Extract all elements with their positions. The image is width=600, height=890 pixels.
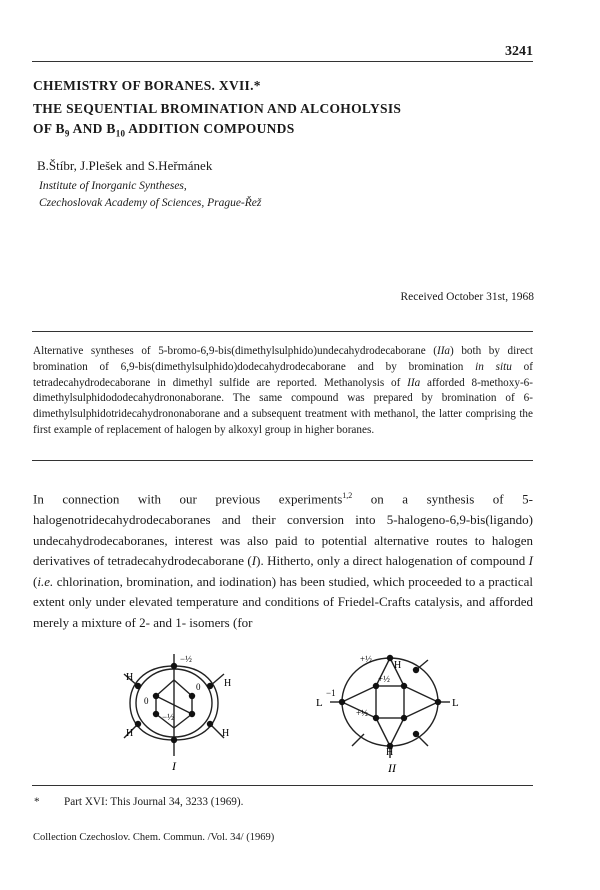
body-text: (: [33, 573, 38, 589]
journal-footer: Collection Czechoslov. Chem. Commun. /Vol. 34/ (1969): [33, 832, 275, 843]
boron-atom: [153, 711, 159, 717]
cage-bond: [174, 680, 192, 696]
body-text: chlorination, bromination, and iodination) has been studied, which proceeded to a practical extent only under elevated temperature and conditions of Friedel-Crafts catalysis, and afforded merely a mixture of 2- and 1- isomers (for: [33, 573, 533, 630]
boron-atom: [413, 731, 419, 737]
boron-atom: [135, 683, 141, 689]
abstract-bottom-rule: [32, 460, 533, 461]
abstract-italic: in situ: [475, 360, 512, 373]
structure-figure-1: [110, 648, 260, 773]
institution: [37, 178, 261, 212]
title-line-2: [33, 119, 513, 144]
abstract-text: of tetradecahydrodecaborane in dimethyl sulfide are reported. Methanolysis of: [33, 360, 533, 389]
charge-label: −½: [162, 712, 174, 722]
figure-caption: II: [388, 761, 396, 775]
boron-atom: [401, 715, 407, 721]
title-part: ADDITION COMPOUNDS: [125, 121, 295, 136]
body-paragraph: [33, 486, 533, 633]
boron-atom: [207, 683, 213, 689]
cage-bond: [342, 686, 376, 702]
authors: B.Štíbr, J.Plešek and S.Heřmánek: [37, 158, 213, 173]
boron-atom: [339, 699, 345, 705]
charge-label: +½: [360, 654, 372, 664]
cage-bond: [404, 702, 438, 718]
charge-label: −1: [326, 688, 336, 698]
terminal-bond: [352, 734, 364, 746]
footnote-text: Part XVI: This Journal 34, 3233 (1969).: [64, 796, 244, 808]
title-part: OF B: [33, 121, 65, 136]
atom-label: H: [126, 728, 134, 739]
abstract-italic: IIa: [407, 376, 421, 389]
cage-bond: [174, 714, 192, 728]
charge-label: +½: [356, 708, 368, 718]
boron-atom: [189, 711, 195, 717]
boron-atom: [373, 715, 379, 721]
body-text: In connection with our previous experiments: [33, 491, 343, 507]
title-subscript: 9: [64, 128, 70, 139]
charge-label: +½: [378, 674, 390, 684]
cage-bond: [404, 686, 438, 702]
boron-atom: [435, 699, 441, 705]
ligand-label: L: [452, 697, 459, 709]
title-subscript: 10: [115, 128, 126, 139]
abstract-text: afforded 8-methoxy-6-dimethylsulphidododecahydrononaborane. The same compound was prepared by bromination of 6-dimethylsulphidotridecahydrononaborane and a subsequent treatment with methanol, the latter comprising the first example of replacement of halogen by alkoxyl group in higher boranes.: [33, 376, 533, 436]
body-text: ). Hitherto, only a direct halogenation of compound: [256, 553, 529, 569]
cage-bond: [156, 680, 174, 696]
abstract: [33, 344, 533, 439]
cage-outline: [342, 658, 438, 746]
cage-bond: [376, 718, 390, 746]
boron-atom: [387, 655, 393, 661]
structure-figure-2: [312, 650, 462, 775]
cage-inner-square: [376, 686, 404, 718]
abstract-text: Alternative syntheses of 5-bromo-6,9-bis(dimethylsulphido)undecahydrodecaborane (: [33, 345, 437, 357]
abstract-top-rule: [32, 331, 533, 332]
title-line-1: THE SEQUENTIAL BROMINATION AND ALCOHOLYSIS: [33, 101, 402, 116]
atom-label: H: [386, 747, 394, 758]
cage-bond: [390, 718, 404, 746]
abstract-italic: IIa: [436, 345, 451, 357]
charge-label: 0: [196, 682, 201, 692]
atom-label: H: [222, 728, 230, 739]
atom-label: H: [224, 678, 232, 689]
boron-atom: [207, 721, 213, 727]
footnote-mark: *: [34, 796, 40, 808]
figure-caption: I: [172, 759, 176, 773]
body-italic: i.e.: [37, 573, 54, 589]
boron-atom: [413, 667, 419, 673]
body-italic: I: [528, 553, 534, 569]
received-date: Received October 31st, 1968: [400, 291, 534, 303]
footnote: [34, 796, 243, 808]
header-rule: [32, 61, 533, 62]
boron-atom: [171, 737, 177, 743]
body-text: on a synthesis of 5-halogenotridecahydrodecaboranes and their conversion into 5-halogeno-6,9-bis(ligando) undecahydrodecaboranes, interest was also paid to potential alternative routes to halogen derivatives of tetradecahydrodecaborane (: [33, 491, 533, 569]
atom-label: H: [394, 660, 402, 671]
atom-label: H: [126, 672, 134, 683]
footnote-rule: [32, 785, 533, 786]
page-number: 3241: [505, 44, 533, 59]
boron-atom: [153, 693, 159, 699]
charge-label: −½: [180, 654, 192, 664]
title-part: AND B: [69, 121, 116, 136]
ligand-label: L: [316, 697, 323, 709]
series-title: CHEMISTRY OF BORANES. XVII.*: [33, 78, 261, 93]
citation-superscript: 1,2: [342, 491, 353, 500]
body-italic: I: [251, 553, 257, 569]
boron-atom: [171, 663, 177, 669]
boron-atom: [189, 693, 195, 699]
boron-atom: [135, 721, 141, 727]
abstract-text: ) both by direct bromination of 6,9-bis(dimethylsulphido)dodecahydrodecaborane and by bromination: [33, 345, 533, 373]
boron-atom: [401, 683, 407, 689]
charge-label: 0: [144, 696, 149, 706]
institution-line-1: Institute of Inorganic Syntheses,: [39, 180, 187, 192]
institution-line-2: Czechoslovak Academy of Sciences, Prague-Řež: [39, 197, 262, 209]
article-title: [33, 99, 513, 144]
